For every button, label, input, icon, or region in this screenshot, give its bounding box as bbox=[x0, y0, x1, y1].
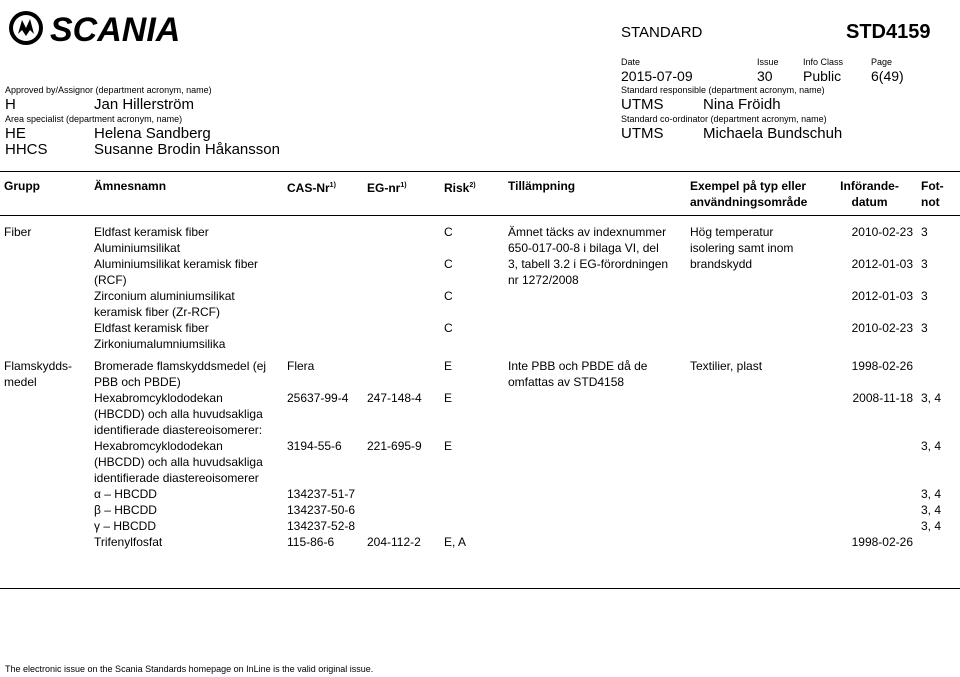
cell-cas: 134237-50-6 bbox=[287, 503, 356, 517]
cell-cas: 134237-52-8 bbox=[287, 519, 356, 533]
area-specialist-name: Susanne Brodin Håkansson bbox=[94, 141, 280, 158]
cell-risk: E, A bbox=[444, 535, 467, 549]
substance-table bbox=[0, 171, 960, 550]
cell-cas: 134237-51-7 bbox=[287, 487, 356, 501]
header-tillampning: Tillämpning bbox=[508, 179, 576, 193]
table-row bbox=[0, 390, 960, 438]
cell-name bbox=[90, 518, 283, 534]
table-header-row bbox=[0, 172, 960, 216]
cell-name-line: Bromerade flamskyddsmedel (ej bbox=[94, 359, 267, 373]
cell-name-line: PBB och PBDE) bbox=[94, 375, 181, 389]
approved-dept: H bbox=[5, 96, 16, 113]
cell-grupp bbox=[0, 390, 90, 438]
cell-grupp bbox=[0, 256, 90, 288]
griffin-emblem-icon bbox=[6, 8, 216, 48]
cell-grupp bbox=[0, 518, 90, 534]
cell-exempel bbox=[686, 390, 822, 438]
cell-tillampning-line: nr 1272/2008 bbox=[508, 273, 579, 287]
table-row bbox=[0, 438, 960, 486]
cell-risk: C bbox=[444, 225, 453, 239]
cell-tillampning-line: 3, tabell 3.2 i EG-förordningen bbox=[508, 257, 669, 271]
cell-fotnot: 3, 4 bbox=[921, 503, 942, 517]
area-specialist-dept: HE bbox=[5, 125, 26, 142]
cell-cas: 3194-55-6 bbox=[287, 439, 342, 453]
cell-eg: 221-695-9 bbox=[367, 439, 422, 453]
cell-tillampning-line: Ämnet täcks av indexnummer bbox=[508, 225, 667, 239]
cell-grupp bbox=[0, 486, 90, 502]
cell-tillampning-line: Inte PBB och PBDE då de bbox=[508, 359, 648, 373]
cell-datum bbox=[822, 486, 917, 502]
cell-risk: C bbox=[444, 257, 453, 271]
cell-fotnot: 3, 4 bbox=[921, 487, 942, 501]
cell-eg: 204-112-2 bbox=[367, 535, 421, 549]
cell-datum: 2008-11-18 bbox=[852, 391, 913, 405]
brand-wordmark: SCANIA bbox=[50, 11, 181, 48]
cell-risk: E bbox=[444, 391, 453, 405]
info-class-value: Public bbox=[803, 68, 842, 84]
header-cas: CAS-Nr$^{1)}$ bbox=[287, 181, 336, 195]
cell-name bbox=[90, 534, 283, 550]
header-fotnot: Fot- not bbox=[921, 179, 944, 209]
cell-datum: 2012-01-03 bbox=[851, 289, 913, 303]
cell-fotnot bbox=[917, 352, 960, 390]
coordinator-name: Michaela Bundschuh bbox=[703, 125, 843, 142]
cell-tillampning-line: 650-017-00-8 i bilaga VI, del bbox=[508, 241, 659, 255]
cell-exempel bbox=[686, 224, 822, 288]
cell-eg bbox=[363, 352, 440, 390]
cell-cas: 25637-99-4 bbox=[287, 391, 349, 405]
cell-exempel-line: brandskydd bbox=[690, 257, 753, 271]
header-grupp: Grupp bbox=[4, 179, 40, 193]
cell-name-line: Aluminiumsilikat bbox=[94, 241, 181, 255]
cell-fotnot: 3 bbox=[921, 321, 928, 335]
cell-grupp bbox=[0, 502, 90, 518]
cell-exempel-line: Hög temperatur bbox=[690, 225, 774, 239]
cell-cas bbox=[283, 256, 363, 288]
header-inforande: Införande- datum bbox=[840, 179, 899, 209]
table-row bbox=[0, 486, 960, 502]
coordinator-label: Standard co-ordinator (department acronym, name) bbox=[621, 114, 827, 124]
cell-name-line: keramisk fiber (Zr-RCF) bbox=[94, 305, 220, 319]
cell-grupp bbox=[0, 288, 90, 320]
cell-name-line: Trifenylfosfat bbox=[94, 535, 163, 549]
cell-exempel bbox=[686, 534, 822, 550]
cell-name-line: (HBCDD) och alla huvudsakliga bbox=[94, 407, 263, 421]
table-row bbox=[0, 518, 960, 534]
cell-name bbox=[90, 502, 283, 518]
issue-value: 30 bbox=[757, 68, 773, 84]
cell-exempel bbox=[686, 288, 822, 320]
header-risk: Risk$^{2)}$ bbox=[444, 181, 476, 195]
area-specialist-label: Area specialist (department acronym, name) bbox=[5, 114, 183, 124]
cell-name-line: γ – HBCDD bbox=[94, 519, 157, 533]
cell-grupp bbox=[0, 352, 90, 390]
cell-eg bbox=[363, 518, 440, 534]
cell-datum: 1998-02-26 bbox=[851, 359, 913, 373]
cell-name-line: β – HBCDD bbox=[94, 503, 157, 517]
cell-cas bbox=[283, 320, 363, 352]
cell-tillampning bbox=[504, 288, 686, 320]
coordinator-dept: UTMS bbox=[621, 125, 664, 142]
table-row bbox=[0, 320, 960, 352]
cell-name bbox=[90, 438, 283, 486]
cell-tillampning bbox=[504, 518, 686, 534]
cell-exempel bbox=[686, 438, 822, 486]
cell-cas bbox=[283, 224, 363, 256]
cell-name bbox=[90, 390, 283, 438]
cell-eg bbox=[363, 320, 440, 352]
page-value: 6(49) bbox=[871, 68, 904, 84]
cell-name-line: α – HBCDD bbox=[94, 487, 157, 501]
cell-fotnot: 3 bbox=[921, 225, 928, 239]
cell-fotnot: 3 bbox=[921, 289, 928, 303]
cell-name-line: Hexabromcyklododekan bbox=[94, 391, 223, 405]
cell-datum: 2010-02-23 bbox=[851, 321, 913, 335]
cell-tillampning bbox=[504, 534, 686, 550]
table-bottom-border bbox=[0, 588, 960, 589]
cell-tillampning bbox=[504, 352, 686, 390]
doc-kind: STANDARD bbox=[621, 24, 703, 41]
cell-grupp bbox=[0, 438, 90, 486]
cell-name-line: identifierade diastereoisomerer bbox=[94, 471, 259, 485]
info-class-label: Info Class bbox=[803, 57, 844, 67]
cell-exempel bbox=[686, 502, 822, 518]
cell-datum: 1998-02-26 bbox=[851, 535, 913, 549]
cell-fotnot: 3, 4 bbox=[921, 391, 942, 405]
header-amnesnamn: Ämnesnamn bbox=[94, 179, 167, 193]
cell-name-line: Zirkoniumalumniumsilika bbox=[94, 337, 226, 351]
doc-number: STD4159 bbox=[846, 21, 931, 43]
cell-name bbox=[90, 352, 283, 390]
cell-name-line: Zirconium aluminiumsilikat bbox=[94, 289, 235, 303]
cell-name-line: Hexabromcyklododekan bbox=[94, 439, 223, 453]
cell-name-line: Eldfast keramisk fiber bbox=[94, 225, 209, 239]
cell-cas: Flera bbox=[287, 359, 315, 373]
date-label: Date bbox=[621, 57, 641, 67]
cell-fotnot: 3, 4 bbox=[921, 519, 942, 533]
cell-tillampning bbox=[504, 390, 686, 438]
approved-name: Jan Hillerström bbox=[94, 96, 195, 113]
cell-eg bbox=[363, 256, 440, 288]
cell-eg bbox=[363, 288, 440, 320]
cell-risk: E bbox=[444, 359, 453, 373]
cell-tillampning bbox=[504, 486, 686, 502]
cell-risk bbox=[440, 486, 504, 502]
page-label: Page bbox=[871, 57, 893, 67]
cell-datum bbox=[822, 438, 917, 486]
cell-exempel bbox=[686, 486, 822, 502]
table-row bbox=[0, 224, 960, 256]
cell-datum: 2010-02-23 bbox=[851, 225, 913, 239]
cell-fotnot: 3 bbox=[921, 257, 928, 271]
cell-eg bbox=[363, 502, 440, 518]
cell-tillampning-line: omfattas av STD4158 bbox=[508, 375, 625, 389]
area-specialist-dept: HHCS bbox=[5, 141, 48, 158]
cell-risk: C bbox=[444, 321, 453, 335]
header-exempel: Exempel på typ eller användningsområde bbox=[690, 179, 808, 209]
cell-name bbox=[90, 486, 283, 502]
table-row bbox=[0, 502, 960, 518]
header-eg: $EG-nr^{1)}$ bbox=[367, 181, 407, 195]
cell-grupp-line: medel bbox=[4, 375, 37, 389]
cell-risk bbox=[440, 518, 504, 534]
cell-eg: 247-148-4 bbox=[367, 391, 422, 405]
footer-note: The electronic issue on the Scania Standards homepage on InLine is the valid original issue. bbox=[5, 664, 374, 674]
approved-label: Approved by/Assignor (department acronym, name) bbox=[5, 85, 212, 95]
table-row bbox=[0, 352, 960, 390]
cell-datum: 2012-01-03 bbox=[851, 257, 913, 271]
cell-name bbox=[90, 288, 283, 320]
cell-cas: 115-86-6 bbox=[287, 535, 335, 549]
cell-eg bbox=[363, 486, 440, 502]
cell-risk bbox=[440, 502, 504, 518]
cell-datum bbox=[822, 502, 917, 518]
responsible-name: Nina Fröidh bbox=[703, 96, 781, 113]
cell-exempel bbox=[686, 352, 822, 390]
cell-name bbox=[90, 256, 283, 288]
cell-tillampning bbox=[504, 224, 686, 288]
responsible-dept: UTMS bbox=[621, 96, 664, 113]
table-row bbox=[0, 534, 960, 550]
cell-name-line: identifierade diastereoisomerer: bbox=[94, 423, 263, 437]
cell-grupp bbox=[0, 534, 90, 550]
date-value: 2015-07-09 bbox=[621, 68, 693, 84]
cell-cas bbox=[283, 288, 363, 320]
cell-exempel-line: Textilier, plast bbox=[690, 359, 763, 373]
cell-name bbox=[90, 224, 283, 256]
cell-tillampning bbox=[504, 502, 686, 518]
cell-name-line: Aluminiumsilikat keramisk fiber bbox=[94, 257, 259, 271]
area-specialist-name: Helena Sandberg bbox=[94, 125, 211, 142]
cell-datum bbox=[822, 518, 917, 534]
cell-name bbox=[90, 320, 283, 352]
cell-risk: C bbox=[444, 289, 453, 303]
table-row bbox=[0, 288, 960, 320]
cell-exempel-line: isolering samt inom bbox=[690, 241, 794, 255]
cell-exempel bbox=[686, 320, 822, 352]
responsible-label: Standard responsible (department acronym, name) bbox=[621, 85, 825, 95]
cell-risk: E bbox=[444, 439, 453, 453]
cell-tillampning bbox=[504, 438, 686, 486]
cell-grupp-line: Flamskydds- bbox=[4, 359, 73, 373]
cell-tillampning bbox=[504, 320, 686, 352]
cell-name-line: (HBCDD) och alla huvudsakliga bbox=[94, 455, 263, 469]
scania-logo bbox=[6, 8, 216, 48]
cell-fotnot bbox=[917, 534, 960, 550]
cell-grupp bbox=[0, 320, 90, 352]
cell-exempel bbox=[686, 518, 822, 534]
cell-eg bbox=[363, 224, 440, 256]
cell-fotnot: 3, 4 bbox=[921, 439, 942, 453]
cell-name-line: (RCF) bbox=[94, 273, 127, 287]
cell-grupp: Fiber bbox=[4, 225, 32, 239]
issue-label: Issue bbox=[757, 57, 779, 67]
cell-name-line: Eldfast keramisk fiber bbox=[94, 321, 209, 335]
